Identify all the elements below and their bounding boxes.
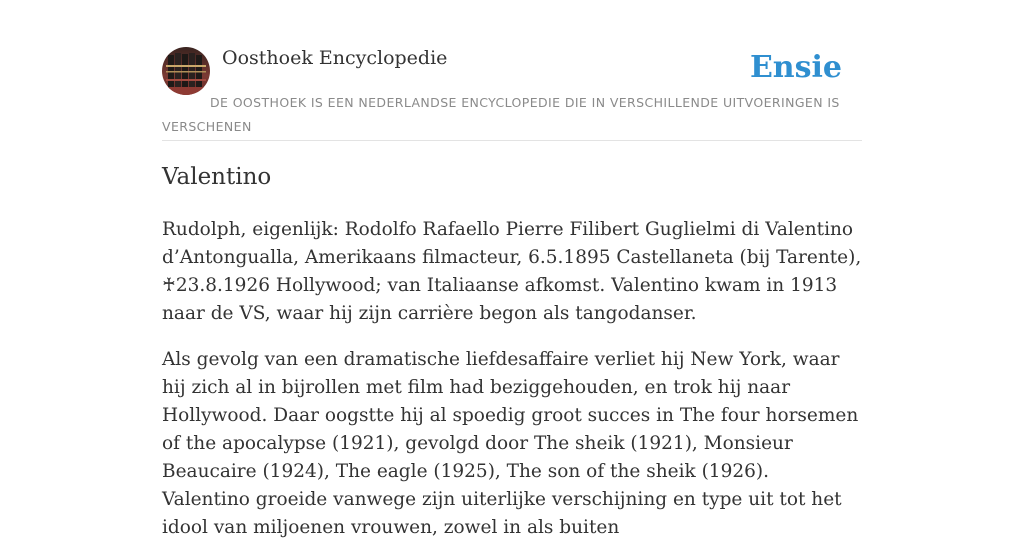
brand-logo[interactable]: Ensie [749,50,842,85]
article-title: Valentino [162,164,272,190]
encyclopedia-books-icon[interactable] [162,47,210,95]
source-tagline: DE OOSTHOEK IS EEN NEDERLANDSE ENCYCLOPEDIE DIE IN VERSCHILLENDE UITVOERINGEN IS VERSCHENEN [162,95,840,134]
article-body [162,216,862,560]
article-paragraph: Rudolph, eigenlijk: Rodolfo Rafaello Pierre Filibert Guglielmi di Valentino d’Antongualla, Amerikaans filmacteur, 6.5.1895 Castellaneta (bij Tarente), ♰23.8.1926 Hollywood; van Italiaanse afkomst. Valentino kwam in 1913 naar de VS, waar hij zijn carrière begon als tangodanser. [162,219,862,324]
source-name-link[interactable]: Oosthoek Encyclopedie [222,47,448,69]
article-paragraph: Als gevolg van een dramatische liefdesaffaire verliet hij New York, waar hij zich al in bijrollen met film had beziggehouden, en trok hij naar Hollywood. Daar oogstte hij al spoedig groot succes in The four horsemen of the apocalypse (1921), gevolgd door The sheik (1921), Monsieur Beaucaire (1924), The eagle (1925), The son of the sheik (1926). Valentino groeide vanwege zijn uiterlijke verschijning en type uit tot het idool van miljoenen vrouwen, zowel in als buiten [162,349,859,538]
site-header [162,44,862,141]
